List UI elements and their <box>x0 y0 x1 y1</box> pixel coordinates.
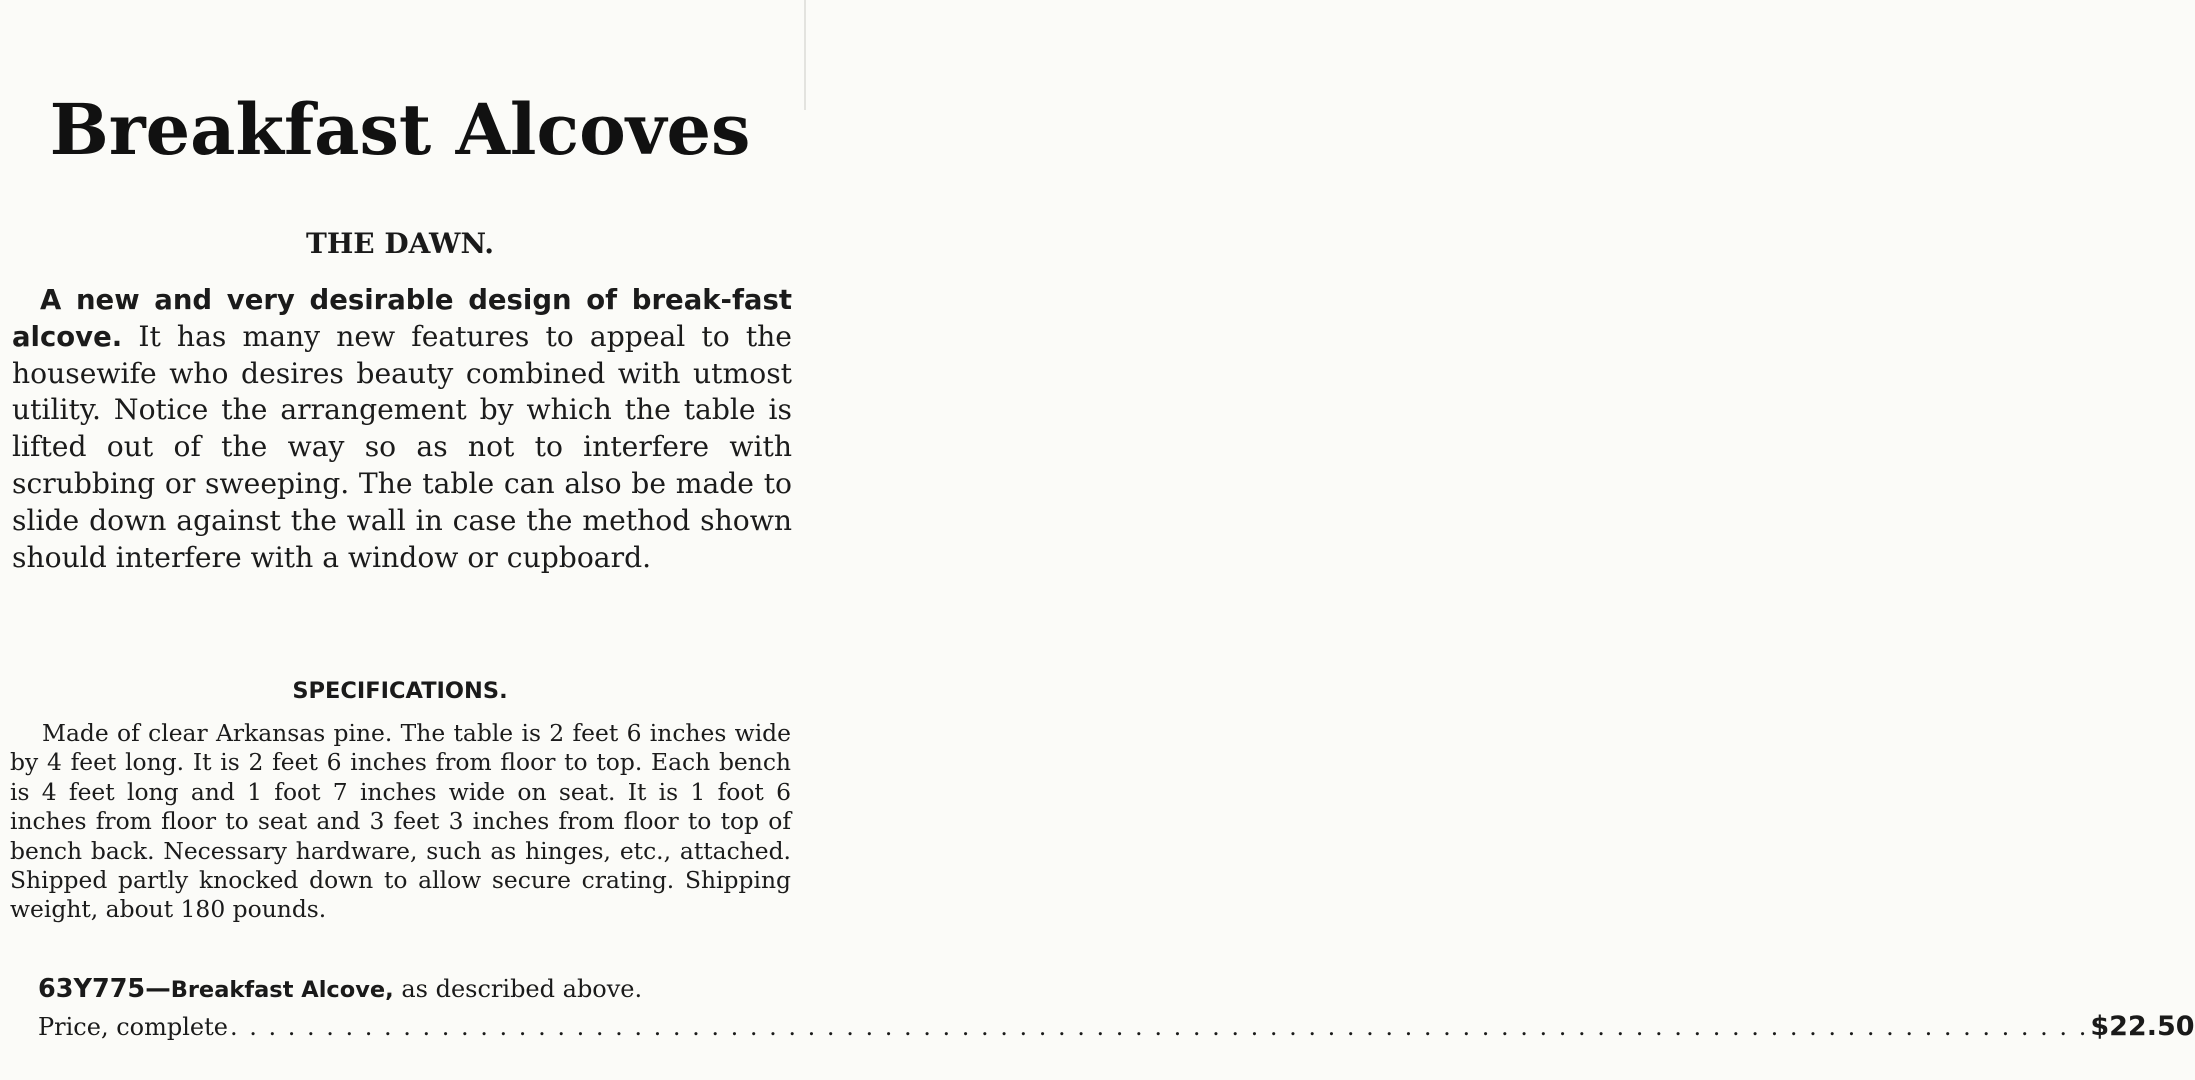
price-value: $22.50 <box>2090 1011 2195 1042</box>
catalog-separator: — <box>145 974 171 1004</box>
intro-body: It has many new features to appeal to the housewife who desires beauty combined with utmost utility. Notice the arrangement by which the table is lifted out of the way so as not to interfere with scrubbing or sweeping. The table can also be made to slide down against the wall in case the method shown should interfere with a window or cupboard. <box>12 319 792 574</box>
specifications-heading: SPECIFICATIONS. <box>292 678 508 704</box>
page-title: Breakfast Alcoves <box>49 88 751 171</box>
page-edge <box>804 0 806 110</box>
product-description: as described above. <box>401 975 643 1003</box>
specifications-text: Made of clear Arkansas pine. The table is 2 feet 6 inches wide by 4 feet long. It is 2 feet 6 inches from floor to top. Each bench is 4 feet long and 1 foot 7 inches wide on seat. It is 1 foot 6 inches from floor to seat and 3 feet 3 inches from floor to top of bench back. Necessary hardware, such as hinges, etc., attached. Shipped partly knocked down to allow secure crating. Shipping weight, about 180 pounds. <box>10 719 791 924</box>
dot-leader: . . . . . . . . . . . . . . . . . . . . . . . . . . . . . . . . . . . . . . . . . . . . . . . . . . . . . . . . . . . . . . . . . . . . . . . . . . . . . . . . . . . . . . . . . . . . . . . . . <box>229 1013 2089 1041</box>
intro-paragraph <box>12 282 792 576</box>
price-label: Price, complete <box>38 1013 228 1041</box>
product-subtitle: THE DAWN. <box>306 227 494 260</box>
product-name: Breakfast Alcove, <box>170 977 394 1003</box>
intro-lead: A new and very desirable design of break-fast alcove. <box>12 284 792 353</box>
price-line <box>38 1008 2195 1046</box>
catalog-number: 63Y775 <box>38 974 146 1004</box>
product-line <box>38 972 798 1007</box>
